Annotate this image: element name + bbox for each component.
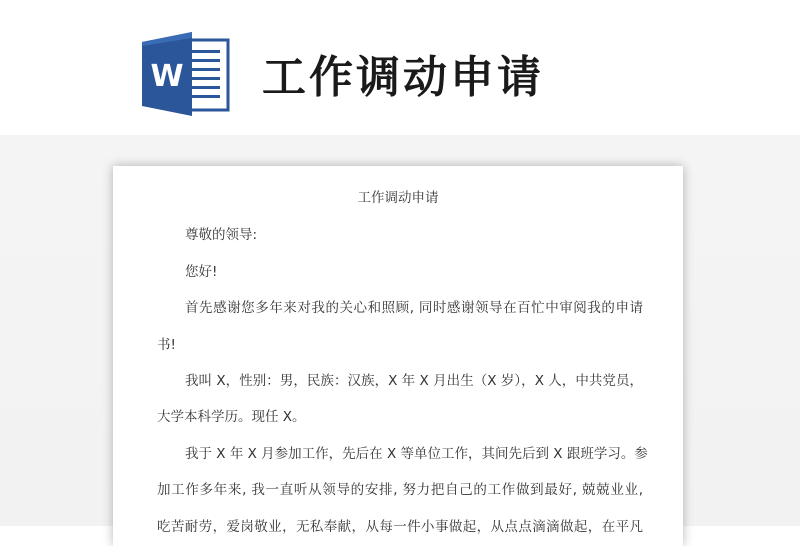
word-document-icon xyxy=(142,32,232,116)
document-page xyxy=(113,166,683,546)
page-title: 工作调动申请 xyxy=(262,52,544,103)
paragraph-line: 我于 X 年 X 月参加工作，先后在 X 等单位工作，其间先后到 X 跟班学习。参 xyxy=(185,446,648,462)
greeting: 您好! xyxy=(185,264,218,280)
paragraph-line: 首先感谢您多年来对我的关心和照顾, 同时感谢领导在百忙中审阅我的申请 xyxy=(185,300,643,316)
salutation: 尊敬的领导: xyxy=(185,227,258,243)
document-title: 工作调动申请 xyxy=(357,190,439,206)
paragraph-line: 书! xyxy=(157,337,176,353)
paragraph-line: 吃苦耐劳，爱岗敬业，无私奉献，从每一件小事做起，从点点滴滴做起，在平凡 xyxy=(157,519,643,535)
paragraph-line: 我叫 X，性别：男，民族：汉族，X 年 X 月出生（X 岁），X 人，中共党员， xyxy=(185,373,643,389)
paragraph-line: 大学本科学历。现任 X。 xyxy=(157,409,306,425)
word-icon-letter: W xyxy=(150,59,184,94)
paragraph-line: 加工作多年来, 我一直听从领导的安排, 努力把自己的工作做到最好, 兢兢业业, xyxy=(157,482,643,498)
header-banner xyxy=(0,0,800,135)
